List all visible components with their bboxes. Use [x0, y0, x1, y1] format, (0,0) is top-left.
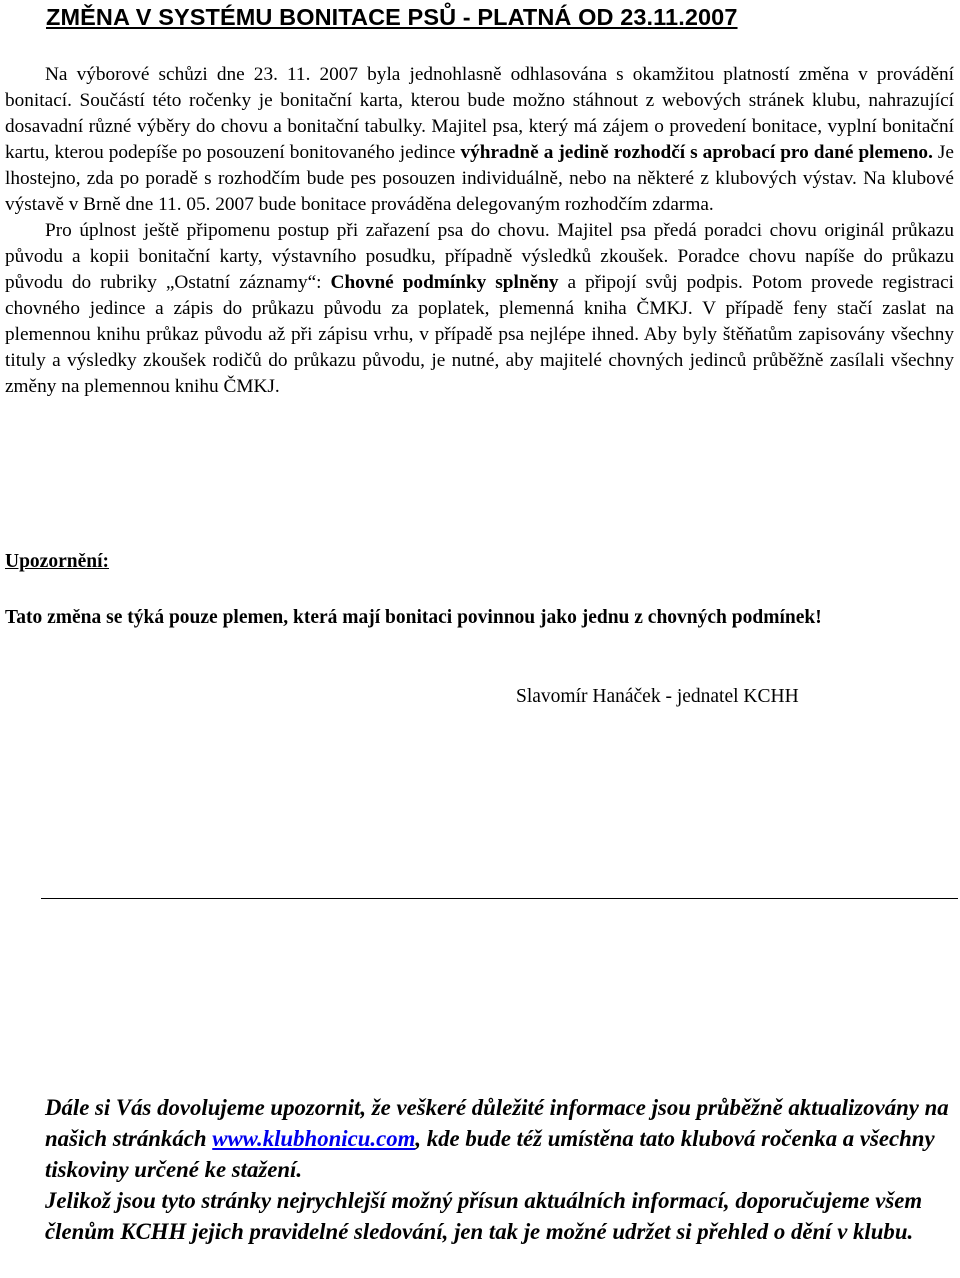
- paragraph-bonitace-change: [5, 62, 954, 218]
- document-title: ZMĚNA V SYSTÉMU BONITACE PSŮ - PLATNÁ OD 23.11.2007: [46, 4, 738, 30]
- emphasis-judge-approval: výhradně a jedině rozhodčí s aprobací pro dané plemeno.: [460, 142, 933, 163]
- emphasis-breeding-conditions: Chovné podmínky splněny: [330, 272, 559, 293]
- footer-paragraph-website: [45, 1092, 960, 1185]
- warning-heading: Upozornění:: [5, 551, 109, 572]
- paragraph-text: Je lhostejno, zda po poradě s rozhodčím bude pes posouzen individuálně, nebo na některé z klubových výstav. Na klubové výstavě v Brně dne 11. 05. 2007 bude bonitace prováděna delegovaným rozhodčím zdarma.: [5, 142, 954, 215]
- footer-notice: [45, 1092, 960, 1247]
- footer-text: , kde bude též umístěna tato klubová ročenka a všechny tiskoviny určené ke stažení.: [45, 1126, 935, 1182]
- footer-text: Dále si Vás dovolujeme upozornit, že veškeré důležité informace jsou průběžně aktualizovány na našich stránkách: [45, 1095, 949, 1151]
- main-body: [5, 62, 954, 400]
- website-link[interactable]: www.klubhonicu.com: [212, 1126, 416, 1151]
- paragraph-text: Na výborové schůzi dne 23. 11. 2007 byla jednohlasně odhlasována s okamžitou platností změna v provádění bonitací. Součástí této ročenky je bonitační karta, kterou bude možno stáhnout z webových stránek klubu, nahrazující dosavadní různé výběry do chovu a bonitační tabulky. Majitel psa, který má zájem o provedení bonitace, vyplní bonitační kartu, kterou podepíše po posouzení bonitovaného jedince: [5, 64, 954, 163]
- divider: [41, 898, 958, 899]
- paragraph-text: a připojí svůj podpis. Potom provede registraci chovného jedince a zápis do průkazu původu za poplatek, plemenná kniha ČMKJ. V případě feny stačí zaslat na plemennou knihu průkaz původu až při zápisu vrhu, v případě psa nejlépe ihned. Aby byly štěňatům zapisovány všechny tituly a výsledky zkoušek rodičů do průkazu původu, je nutné, aby majitelé chovných jedinců průběžně zasílali všechny změny na plemennou knihu ČMKJ.: [5, 272, 954, 397]
- signature: Slavomír Hanáček - jednatel KCHH: [516, 686, 799, 707]
- paragraph-breeding-procedure: [5, 218, 954, 400]
- paragraph-text: Pro úplnost ještě připomenu postup při zařazení psa do chovu. Majitel psa předá poradci chovu originál průkazu původu a kopii bonitační karty, výstavního posudku, případně výsledků zkoušek. Poradce chovu napíše do průkazu původu do rubriky „Ostatní záznamy“:: [5, 220, 954, 293]
- warning-text: Tato změna se týká pouze plemen, která mají bonitaci povinnou jako jednu z chovných podmínek!: [5, 607, 822, 628]
- footer-paragraph-recommendation: Jelikož jsou tyto stránky nejrychlejší možný přísun aktuálních informací, doporučujeme všem členům KCHH jejich pravidelné sledování, jen tak je možné udržet si přehled o dění v klubu.: [45, 1188, 923, 1244]
